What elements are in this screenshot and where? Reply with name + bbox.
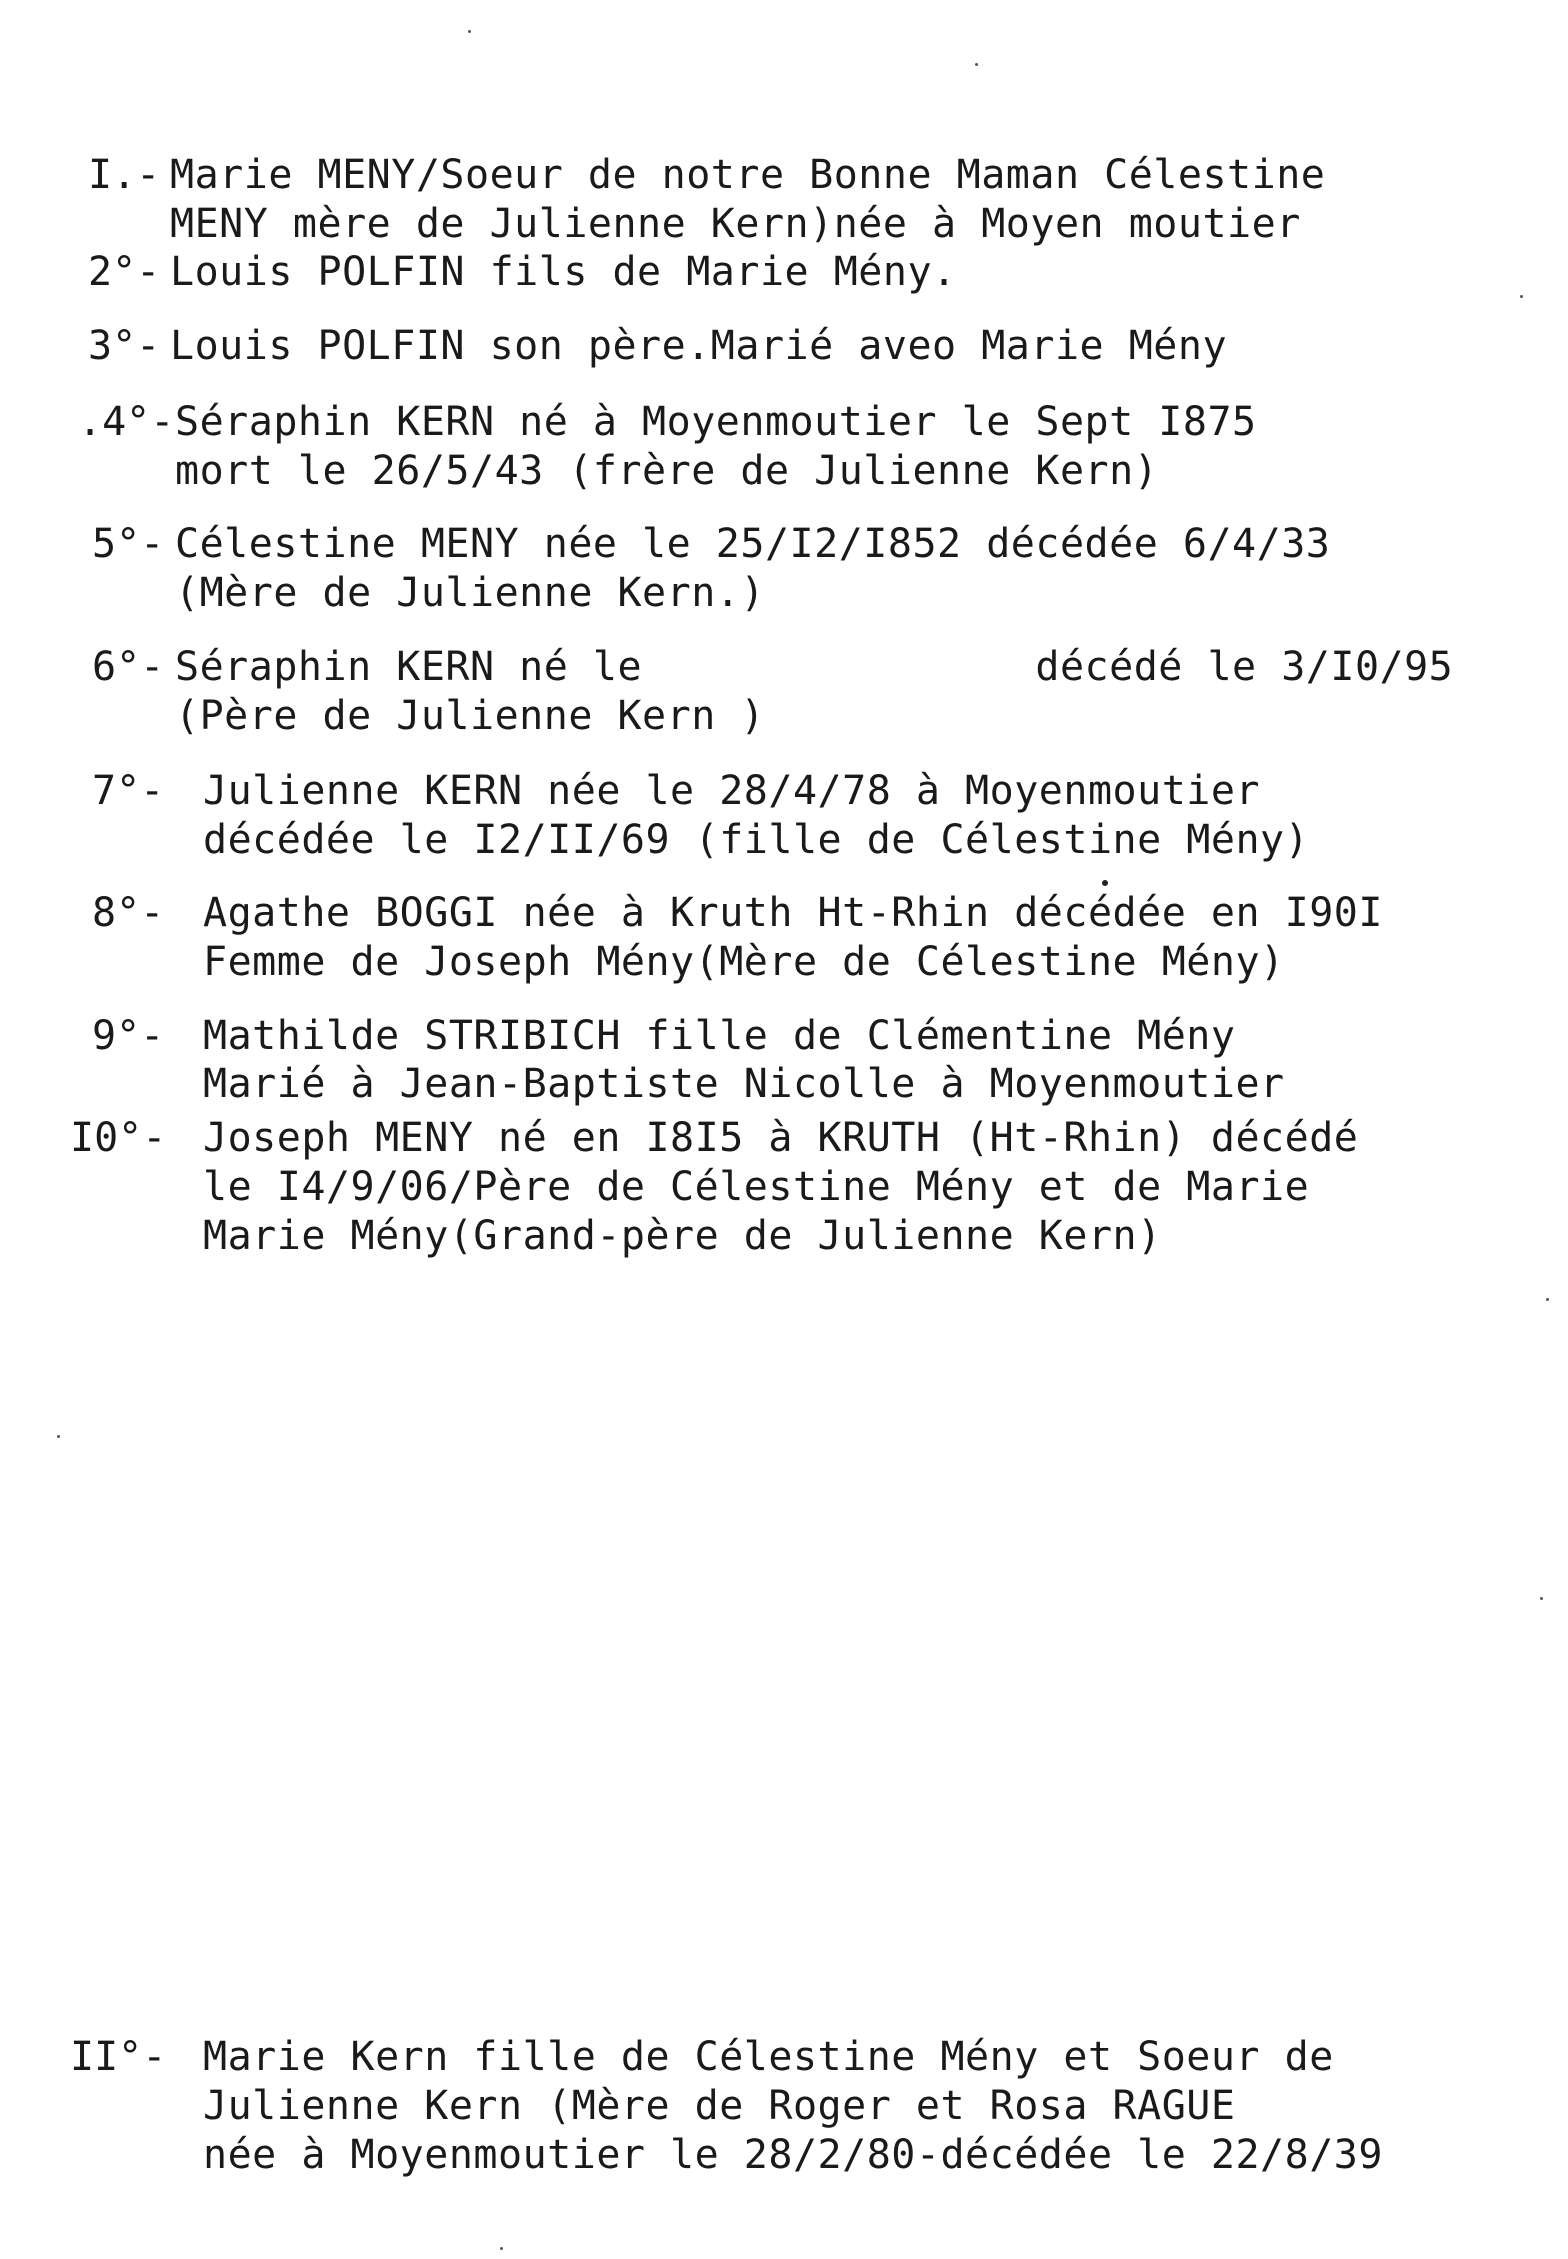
entry-number: 5°- — [92, 521, 165, 567]
entry-number: 9°- — [92, 1013, 165, 1059]
entry-line: Mathilde STRIBICH fille de Clémentine Mény — [203, 1013, 1236, 1059]
entry-number: .4°- — [78, 399, 175, 445]
entry-line: Marie Kern fille de Célestine Mény et Soeur de — [203, 2034, 1334, 2080]
entry-line: Julienne Kern (Mère de Roger et Rosa RAGUE — [203, 2083, 1236, 2129]
speck — [1102, 880, 1108, 886]
speck — [500, 2247, 503, 2250]
speck — [1540, 1597, 1543, 1600]
entry-line: Marie Mény(Grand-père de Julienne Kern) — [203, 1213, 1162, 1259]
entry-line: Joseph MENY né en I8I5 à KRUTH (Ht-Rhin) décédé — [203, 1115, 1359, 1161]
entry-number: 8°- — [92, 890, 165, 936]
entry-line: MENY mère de Julienne Kern)née à Moyen moutier — [170, 201, 1301, 247]
entry-line: (Père de Julienne Kern ) — [175, 693, 765, 739]
entry-number: 6°- — [92, 644, 165, 690]
entry-number: 3°- — [88, 323, 161, 369]
entry-line: Marie MENY/Soeur de notre Bonne Maman Célestine — [170, 152, 1326, 198]
speck — [1520, 295, 1523, 298]
entry-line: Louis POLFIN son père.Marié aveo Marie Mény — [170, 323, 1228, 369]
entry-number: I.- — [88, 152, 161, 198]
entry-number: 2°- — [88, 249, 161, 295]
entry-line: Julienne KERN née le 28/4/78 à Moyenmoutier — [203, 768, 1261, 814]
speck — [975, 63, 978, 66]
entry-line: (Mère de Julienne Kern.) — [175, 570, 765, 616]
entry-line: née à Moyenmoutier le 28/2/80-décédée le 22/8/39 — [203, 2132, 1383, 2178]
entry-number: II°- — [70, 2034, 167, 2080]
speck — [468, 30, 471, 33]
entry-line: Agathe BOGGI née à Kruth Ht-Rhin décédée en I90I — [203, 890, 1383, 936]
speck — [1546, 1298, 1549, 1301]
entry-line: Femme de Joseph Mény(Mère de Célestine Mény) — [203, 939, 1285, 985]
speck — [57, 1435, 60, 1438]
entry-line: mort le 26/5/43 (frère de Julienne Kern) — [175, 448, 1159, 494]
entry-line: Marié à Jean-Baptiste Nicolle à Moyenmoutier — [203, 1061, 1285, 1107]
entry-number: I0°- — [70, 1115, 167, 1161]
entry-line: le I4/9/06/Père de Célestine Mény et de Marie — [203, 1164, 1310, 1210]
entry-number: 7°- — [92, 768, 165, 814]
entry-line: Séraphin KERN né le décédé le 3/I0/95 — [175, 644, 1454, 690]
entry-line: Louis POLFIN fils de Marie Mény. — [170, 249, 957, 295]
entry-line: Séraphin KERN né à Moyenmoutier le Sept I875 — [175, 399, 1257, 445]
entry-line: Célestine MENY née le 25/I2/I852 décédée 6/4/33 — [175, 521, 1331, 567]
entry-line: décédée le I2/II/69 (fille de Célestine Mény) — [203, 817, 1310, 863]
